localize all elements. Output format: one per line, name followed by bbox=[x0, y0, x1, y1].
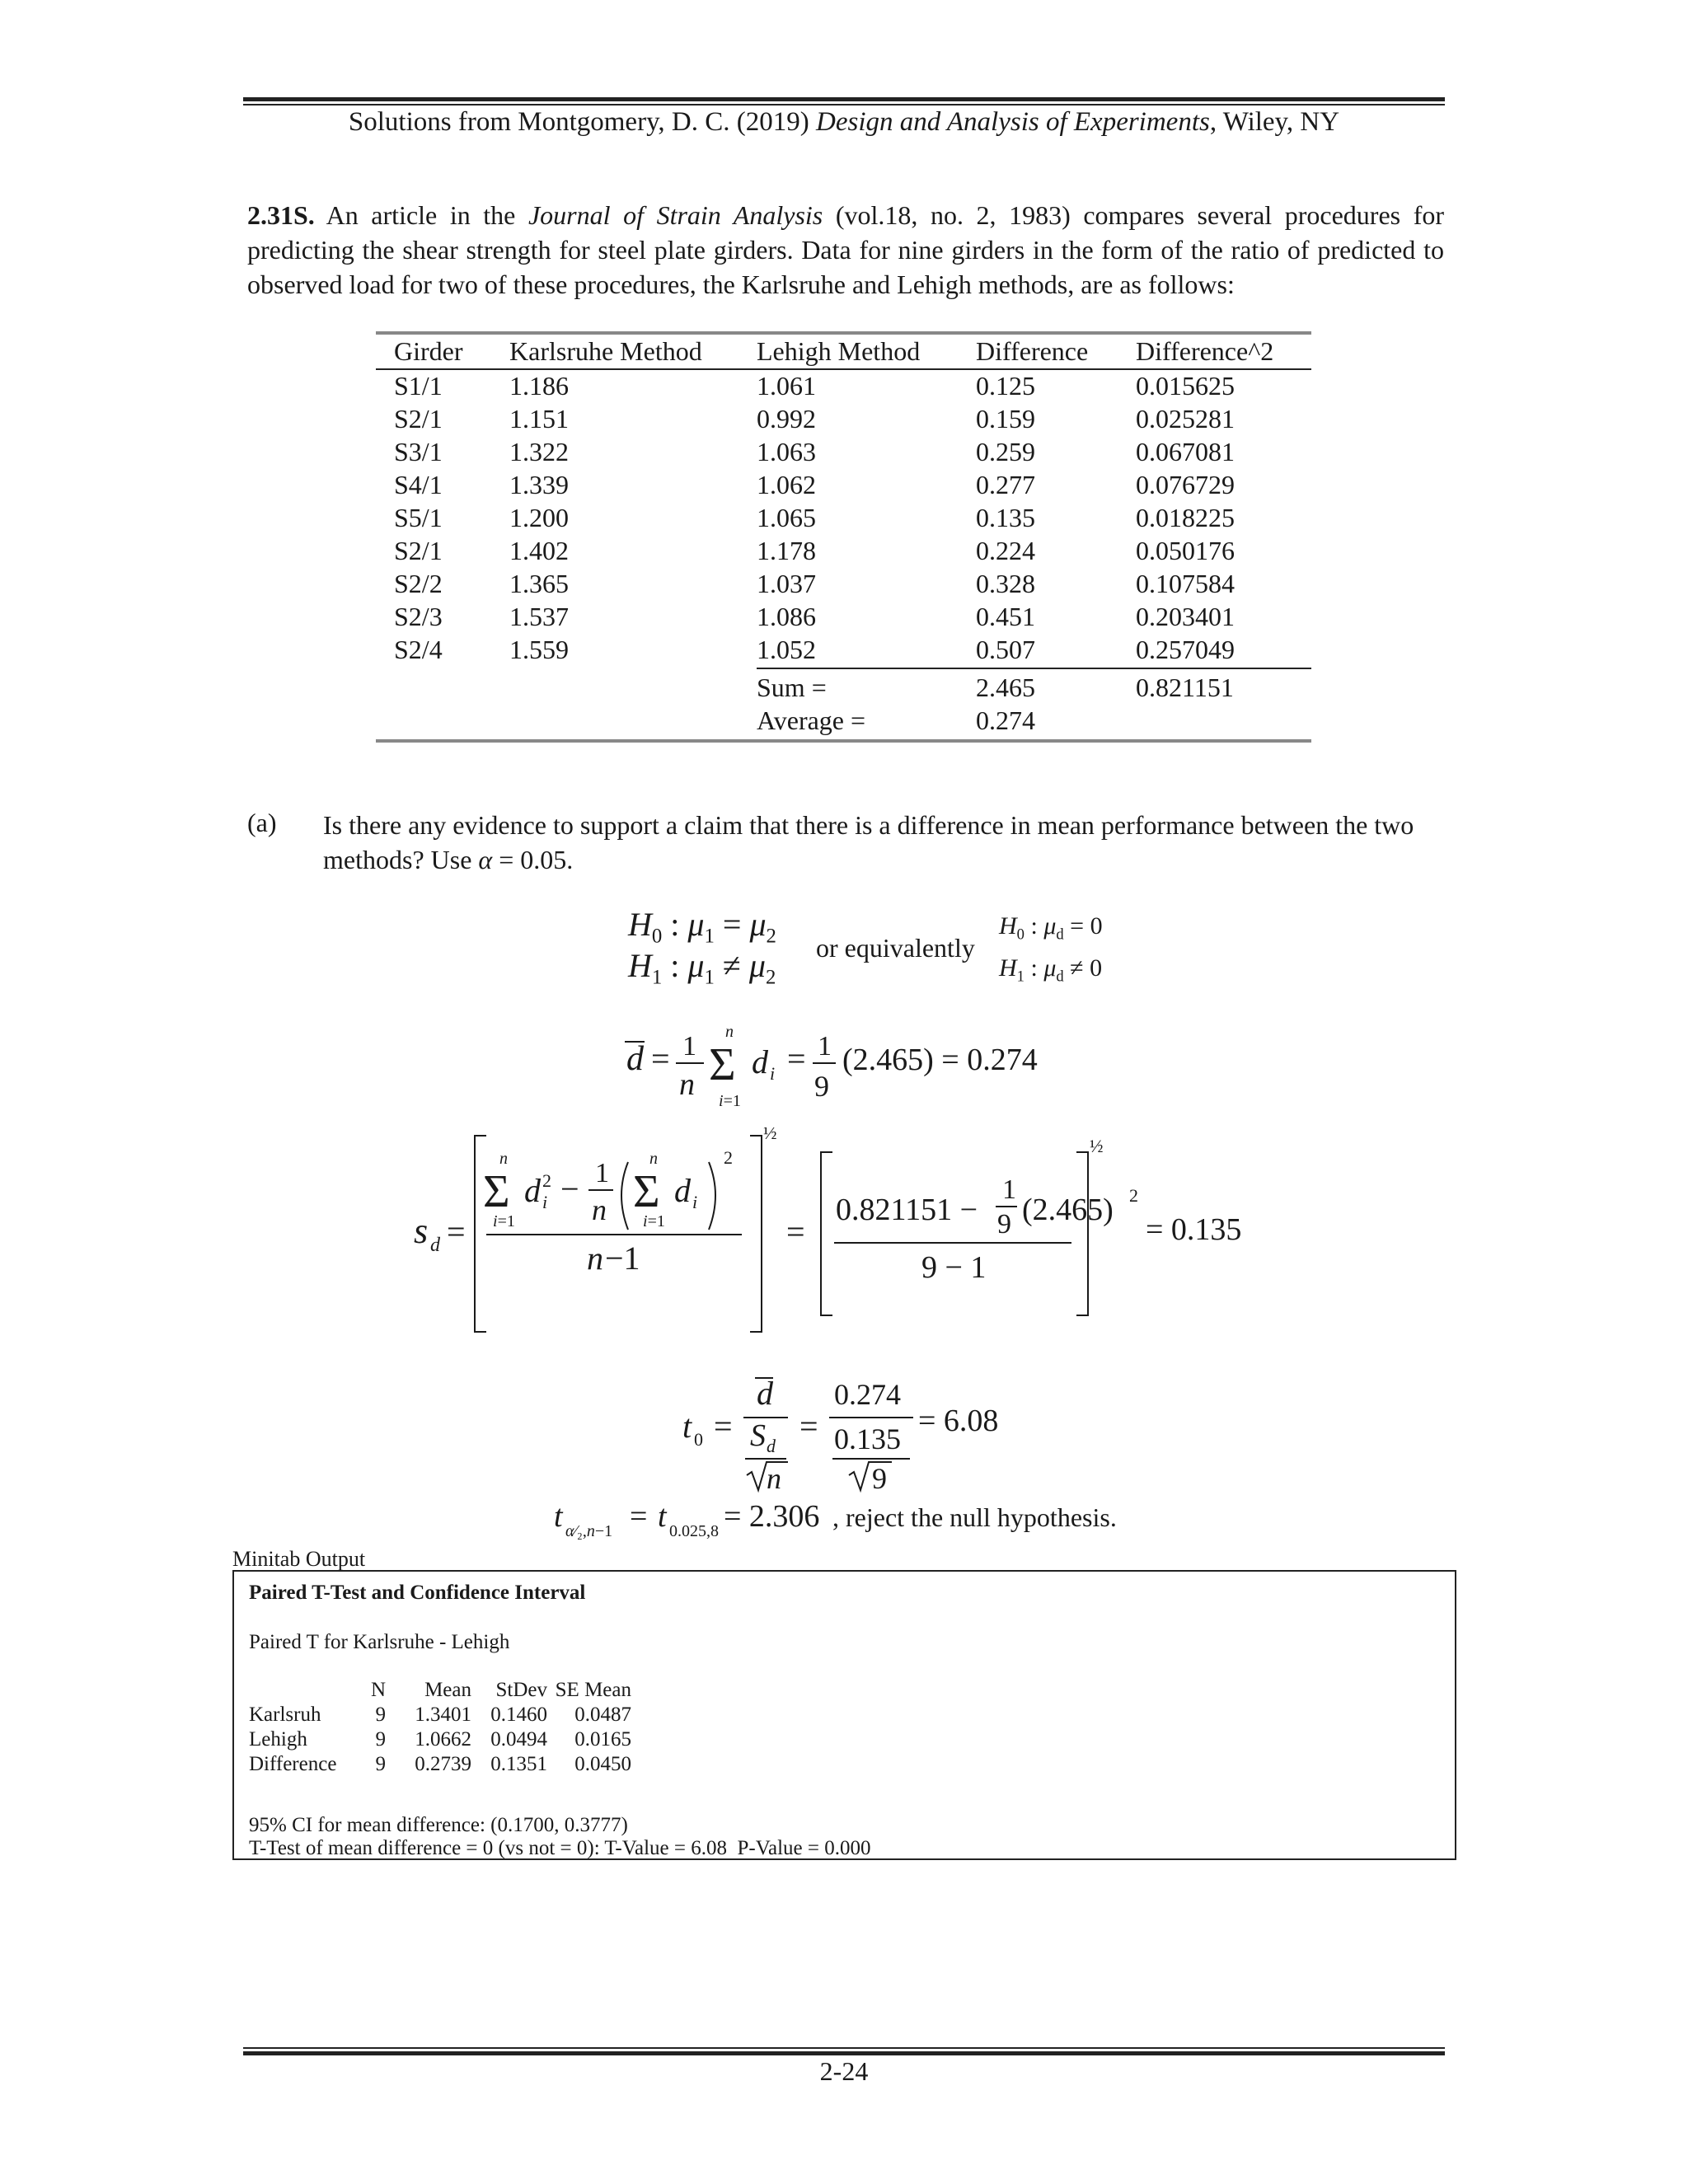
minitab-cell-n: 9 bbox=[375, 1704, 386, 1726]
svg-text:d: d bbox=[674, 1172, 691, 1209]
minitab-cell-semean: 0.0450 bbox=[574, 1753, 631, 1775]
table-cell-difference: 0.507 bbox=[976, 635, 1035, 664]
table-cell-difference-sq: 0.018225 bbox=[1136, 503, 1235, 532]
conclusion-text: , reject the null hypothesis. bbox=[832, 1502, 1117, 1532]
sum-label: Sum = bbox=[757, 673, 827, 702]
null-hypothesis-diff: $H_0$ : $\mu_d = 0$ bbox=[999, 912, 1103, 944]
svg-text:t: t bbox=[658, 1499, 667, 1534]
t0-equation bbox=[676, 1368, 1055, 1500]
critical-value-line bbox=[551, 1497, 1144, 1546]
problem-text-a: An article in the bbox=[314, 200, 528, 230]
problem-number: 2.31S. bbox=[247, 200, 315, 230]
table-header-karlsruhe: Karlsruhe Method bbox=[509, 336, 702, 366]
header-text-end: , Wiley, NY bbox=[1209, 107, 1340, 137]
sd-denominator: 9 − 1 bbox=[921, 1250, 987, 1285]
table-cell-lehigh: 1.178 bbox=[757, 536, 816, 565]
minitab-cell-stdev: 0.1351 bbox=[490, 1753, 547, 1775]
minitab-output-box bbox=[232, 1570, 1456, 1860]
svg-text:0: 0 bbox=[694, 1429, 703, 1450]
table-cell-karlsruhe: 1.186 bbox=[509, 371, 569, 401]
svg-text:2: 2 bbox=[542, 1170, 551, 1191]
svg-text:n: n bbox=[587, 1240, 603, 1277]
svg-text:t: t bbox=[554, 1499, 563, 1534]
table-cell-difference-sq: 0.107584 bbox=[1136, 569, 1235, 598]
dbar-result: (2.465) = 0.274 bbox=[842, 1043, 1038, 1077]
journal-name: Journal of Strain Analysis bbox=[528, 200, 823, 230]
table-cell-difference-sq: 0.076729 bbox=[1136, 470, 1235, 499]
page-header bbox=[0, 107, 1688, 138]
svg-text:=: = bbox=[714, 1408, 733, 1445]
minitab-subtitle: Paired T for Karlsruhe - Lehigh bbox=[249, 1631, 510, 1653]
minitab-col-semean: SE Mean bbox=[555, 1679, 631, 1701]
svg-text:t: t bbox=[682, 1408, 692, 1445]
table-bottom-rule bbox=[376, 739, 1311, 743]
minitab-cell-mean: 0.2739 bbox=[415, 1753, 471, 1775]
minitab-col-mean: Mean bbox=[424, 1679, 471, 1701]
table-cell-karlsruhe: 1.151 bbox=[509, 404, 569, 434]
minitab-cell-stdev: 0.0494 bbox=[490, 1728, 547, 1750]
table-cell-difference-sq: 0.025281 bbox=[1136, 404, 1235, 434]
question-label: (a) bbox=[247, 808, 277, 837]
table-cell-difference: 0.135 bbox=[976, 503, 1035, 532]
sum-difference-sq: 0.821151 bbox=[1136, 673, 1234, 702]
minitab-col-n: N bbox=[370, 1679, 386, 1701]
svg-text:n: n bbox=[679, 1067, 695, 1102]
table-cell-difference: 0.259 bbox=[976, 437, 1035, 466]
svg-text:s: s bbox=[414, 1211, 429, 1251]
svg-text:d: d bbox=[757, 1375, 773, 1412]
table-header-lehigh: Lehigh Method bbox=[757, 336, 921, 366]
table-cell-karlsruhe: 1.365 bbox=[509, 569, 569, 598]
table-cell-difference: 0.451 bbox=[976, 602, 1035, 631]
svg-text:=: = bbox=[651, 1040, 670, 1077]
svg-text:d: d bbox=[430, 1235, 440, 1256]
svg-text:9: 9 bbox=[997, 1209, 1011, 1240]
sd-squared-term: (2.465) bbox=[1022, 1193, 1114, 1227]
sd-equation bbox=[404, 1127, 1294, 1342]
table-cell-difference-sq: 0.050176 bbox=[1136, 536, 1235, 565]
question-text bbox=[323, 808, 1444, 877]
average-label: Average = bbox=[757, 705, 866, 735]
table-cell-difference: 0.125 bbox=[976, 371, 1035, 401]
svg-text:S: S bbox=[750, 1418, 766, 1453]
svg-text:d: d bbox=[752, 1043, 768, 1080]
svg-text:α⁄₂,n−1: α⁄₂,n−1 bbox=[565, 1522, 613, 1540]
svg-text:−: − bbox=[560, 1170, 579, 1207]
minitab-cell-n: 9 bbox=[375, 1753, 386, 1775]
minitab-label: Minitab Output bbox=[232, 1547, 366, 1571]
svg-text:9: 9 bbox=[814, 1070, 829, 1103]
table-cell-girder: S2/3 bbox=[394, 602, 443, 631]
minitab-cell-stdev: 0.1460 bbox=[490, 1704, 547, 1726]
svg-text:n: n bbox=[725, 1023, 734, 1041]
svg-text:i=1: i=1 bbox=[493, 1212, 515, 1230]
critical-value: = 2.306 bbox=[724, 1499, 820, 1534]
svg-text:=: = bbox=[447, 1213, 466, 1250]
minitab-ci: 95% CI for mean difference: (0.1700, 0.3777) bbox=[249, 1814, 628, 1836]
alt-hypothesis-diff: $H_1$ : $\mu_d \ne 0$ bbox=[999, 954, 1103, 986]
header-rule-top bbox=[243, 97, 1445, 101]
table-cell-karlsruhe: 1.559 bbox=[509, 635, 569, 664]
average-difference: 0.274 bbox=[976, 705, 1035, 735]
dbar-equation bbox=[577, 1022, 1154, 1113]
svg-text:Σ: Σ bbox=[633, 1166, 660, 1217]
t0-sqrt-n: 9 bbox=[872, 1462, 887, 1495]
svg-text:0.025,8: 0.025,8 bbox=[669, 1522, 719, 1540]
table-cell-difference-sq: 0.257049 bbox=[1136, 635, 1235, 664]
minitab-ttest: T-Test of mean difference = 0 (vs not = 0): T-Value = 6.08 P-Value = 0.000 bbox=[249, 1837, 871, 1859]
svg-text:=: = bbox=[787, 1040, 806, 1077]
svg-text:d: d bbox=[524, 1172, 541, 1209]
svg-text:½: ½ bbox=[1090, 1136, 1104, 1156]
svg-text:=: = bbox=[786, 1213, 805, 1250]
minitab-cell-semean: 0.0487 bbox=[574, 1704, 631, 1726]
svg-text:d: d bbox=[626, 1040, 644, 1078]
minitab-col-stdev: StDev bbox=[495, 1679, 547, 1701]
table-header-difference: Difference bbox=[976, 336, 1089, 366]
alpha-symbol: α bbox=[478, 845, 493, 874]
table-cell-girder: S4/1 bbox=[394, 470, 443, 499]
table-cell-girder: S2/1 bbox=[394, 404, 443, 434]
table-cell-karlsruhe: 1.339 bbox=[509, 470, 569, 499]
svg-text:1: 1 bbox=[1002, 1174, 1016, 1205]
minitab-cell-n: 9 bbox=[375, 1728, 386, 1750]
table-cell-difference-sq: 0.015625 bbox=[1136, 371, 1235, 401]
problem-text-b: (vol.18, no. 2, 1983) compares several procedures for predicting the shear strength for steel plate girders. Data for nine girders in the form of the ratio of predicted to observed load for two of these procedures, the Karlsruhe and Lehigh methods, are as follows: bbox=[247, 200, 1445, 299]
svg-text:½: ½ bbox=[763, 1127, 777, 1143]
table-cell-girder: S2/1 bbox=[394, 536, 443, 565]
svg-text:i: i bbox=[542, 1192, 548, 1212]
table-cell-difference: 0.277 bbox=[976, 470, 1035, 499]
svg-text:n: n bbox=[767, 1462, 781, 1495]
table-cell-difference: 0.159 bbox=[976, 404, 1035, 434]
sd-numeric-term: 0.821151 − bbox=[836, 1193, 978, 1227]
svg-text:1: 1 bbox=[818, 1031, 832, 1062]
minitab-row-name: Lehigh bbox=[249, 1728, 307, 1750]
footer-rule-top bbox=[243, 2047, 1445, 2049]
svg-text:1: 1 bbox=[682, 1031, 696, 1062]
table-cell-karlsruhe: 1.537 bbox=[509, 602, 569, 631]
problem-statement bbox=[247, 198, 1444, 302]
table-cell-lehigh: 1.086 bbox=[757, 602, 816, 631]
table-cell-girder: S2/2 bbox=[394, 569, 443, 598]
header-rule-bottom bbox=[243, 104, 1445, 105]
table-cell-girder: S3/1 bbox=[394, 437, 443, 466]
svg-text:1: 1 bbox=[595, 1158, 609, 1188]
table-cell-karlsruhe: 1.322 bbox=[509, 437, 569, 466]
sd-result: = 0.135 bbox=[1146, 1212, 1242, 1247]
table-cell-difference-sq: 0.067081 bbox=[1136, 437, 1235, 466]
null-hypothesis: $H_0$ : $\mu_1 = \mu_2$ bbox=[628, 906, 776, 948]
minitab-row-name: Difference bbox=[249, 1753, 337, 1775]
svg-text:Σ: Σ bbox=[709, 1039, 736, 1090]
svg-text:i=1: i=1 bbox=[719, 1092, 741, 1110]
t0-result: = 6.08 bbox=[918, 1404, 999, 1438]
t0-numerator: 0.274 bbox=[834, 1378, 901, 1411]
minitab-cell-mean: 1.3401 bbox=[415, 1704, 471, 1726]
svg-text:i=1: i=1 bbox=[643, 1212, 665, 1230]
svg-text:i: i bbox=[770, 1063, 776, 1084]
table-cell-lehigh: 1.037 bbox=[757, 569, 816, 598]
question-body: Is there any evidence to support a claim that there is a difference in mean performance between the two methods? Use bbox=[323, 810, 1414, 874]
table-sum-rule bbox=[757, 668, 1311, 669]
table-cell-girder: S5/1 bbox=[394, 503, 443, 532]
or-equivalently-text: or equivalently bbox=[816, 933, 975, 963]
minitab-cell-mean: 1.0662 bbox=[415, 1728, 471, 1750]
alpha-value: = 0.05. bbox=[492, 845, 574, 874]
table-cell-lehigh: 1.052 bbox=[757, 635, 816, 664]
t0-denominator: 0.135 bbox=[834, 1422, 901, 1455]
page-number: 2-24 bbox=[819, 2056, 869, 2086]
svg-text:n: n bbox=[649, 1150, 658, 1168]
minitab-title: Paired T-Test and Confidence Interval bbox=[249, 1582, 586, 1604]
header-text: Solutions from Montgomery, D. C. (2019) bbox=[348, 107, 816, 137]
alt-hypothesis: $H_1$ : $\mu_1 \ne \mu_2$ bbox=[628, 947, 776, 989]
svg-text:=: = bbox=[799, 1408, 818, 1445]
svg-text:2: 2 bbox=[1129, 1185, 1138, 1206]
table-header-difference-sq: Difference^2 bbox=[1136, 336, 1274, 366]
table-cell-girder: S2/4 bbox=[394, 635, 443, 664]
table-header-girder: Girder bbox=[394, 336, 463, 366]
table-cell-lehigh: 1.063 bbox=[757, 437, 816, 466]
svg-text:n: n bbox=[592, 1193, 607, 1226]
table-cell-karlsruhe: 1.200 bbox=[509, 503, 569, 532]
header-book-title: Design and Analysis of Experiments bbox=[816, 107, 1210, 137]
table-cell-lehigh: 0.992 bbox=[757, 404, 816, 434]
table-cell-lehigh: 1.062 bbox=[757, 470, 816, 499]
svg-text:d: d bbox=[767, 1436, 776, 1456]
minitab-cell-semean: 0.0165 bbox=[574, 1728, 631, 1750]
table-cell-lehigh: 1.061 bbox=[757, 371, 816, 401]
table-cell-lehigh: 1.065 bbox=[757, 503, 816, 532]
svg-text:n: n bbox=[499, 1150, 508, 1168]
svg-text:−1: −1 bbox=[605, 1240, 640, 1277]
table-cell-difference: 0.224 bbox=[976, 536, 1035, 565]
table-cell-girder: S1/1 bbox=[394, 371, 443, 401]
footer-rule-bottom bbox=[243, 2051, 1445, 2055]
svg-text:i: i bbox=[692, 1192, 698, 1212]
minitab-row-name: Karlsruh bbox=[249, 1704, 321, 1726]
table-cell-difference: 0.328 bbox=[976, 569, 1035, 598]
sum-difference: 2.465 bbox=[976, 673, 1035, 702]
svg-text:=: = bbox=[630, 1499, 648, 1534]
svg-text:Σ: Σ bbox=[483, 1166, 510, 1217]
table-cell-karlsruhe: 1.402 bbox=[509, 536, 569, 565]
svg-text:2: 2 bbox=[724, 1147, 733, 1168]
table-cell-difference-sq: 0.203401 bbox=[1136, 602, 1235, 631]
